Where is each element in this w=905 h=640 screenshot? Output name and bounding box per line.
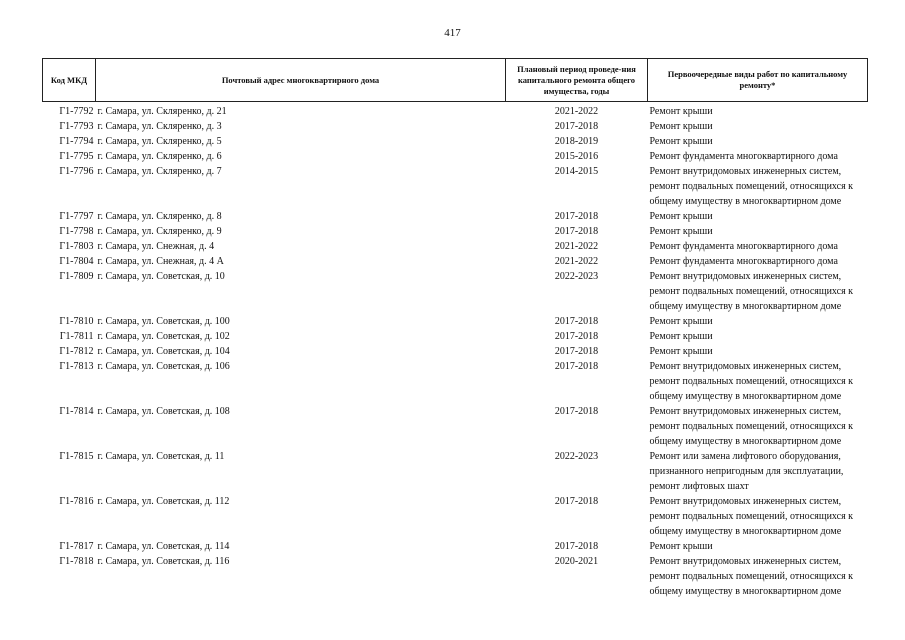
works-line: Ремонт внутридомовых инженерных систем, [649, 496, 842, 507]
cell-address: г. Самара, ул. Советская, д. 112 [97, 496, 230, 507]
cell-period: 2020-2021 [554, 556, 599, 567]
table-row [43, 134, 868, 149]
works-line: Ремонт фундамента многоквартирного дома [649, 241, 838, 252]
table-row [43, 119, 868, 134]
cell-code: Г1-7817 [59, 541, 94, 552]
cell-period: 2022-2023 [554, 271, 599, 282]
works-line: общему имуществу в многоквартирном доме [649, 301, 842, 312]
cell-period: 2017-2018 [554, 331, 599, 342]
cell-works [648, 224, 868, 239]
repair-schedule-table [42, 58, 868, 599]
cell-period: 2018-2019 [554, 136, 599, 147]
cell-works [648, 269, 868, 314]
cell-period: 2017-2018 [554, 496, 599, 507]
cell-address: г. Самара, ул. Советская, д. 104 [97, 346, 230, 357]
cell-address: г. Самара, ул. Советская, д. 11 [97, 451, 225, 462]
works-line: Ремонт или замена лифтового оборудования, [649, 451, 841, 462]
cell-code: Г1-7794 [59, 136, 94, 147]
cell-address: г. Самара, ул. Советская, д. 106 [97, 361, 230, 372]
cell-works [648, 404, 868, 449]
cell-address: г. Самара, ул. Советская, д. 114 [97, 541, 230, 552]
works-line: ремонт подвальных помещений, относящихся к [649, 421, 854, 432]
cell-address: г. Самара, ул. Скляренко, д. 8 [97, 211, 222, 222]
cell-code: Г1-7814 [59, 406, 94, 417]
cell-code: Г1-7804 [59, 256, 94, 267]
cell-period: 2017-2018 [554, 226, 599, 237]
cell-address: г. Самара, ул. Скляренко, д. 5 [97, 136, 222, 147]
cell-address: г. Самара, ул. Советская, д. 102 [97, 331, 230, 342]
works-line: Ремонт внутридомовых инженерных систем, [649, 166, 842, 177]
works-line: Ремонт крыши [649, 211, 713, 222]
cell-code: Г1-7812 [59, 346, 94, 357]
table-row [43, 449, 868, 494]
table-row [43, 539, 868, 554]
table-row [43, 329, 868, 344]
table-row [43, 149, 868, 164]
works-line: общему имуществу в многоквартирном доме [649, 586, 842, 597]
cell-period: 2017-2018 [554, 406, 599, 417]
cell-works [648, 209, 868, 224]
works-line: ремонт подвальных помещений, относящихся к [649, 511, 854, 522]
cell-works [648, 449, 868, 494]
table-row [43, 314, 868, 329]
cell-code: Г1-7792 [59, 106, 94, 117]
cell-code: Г1-7797 [59, 211, 94, 222]
cell-works [648, 539, 868, 554]
cell-address: г. Самара, ул. Скляренко, д. 9 [97, 226, 222, 237]
cell-works [648, 134, 868, 149]
works-line: Ремонт внутридомовых инженерных систем, [649, 556, 842, 567]
cell-period: 2017-2018 [554, 361, 599, 372]
works-line: общему имуществу в многоквартирном доме [649, 196, 842, 207]
works-line: Ремонт фундамента многоквартирного дома [649, 151, 838, 162]
cell-code: Г1-7810 [59, 316, 94, 327]
header-period: Плановый период проведе-ния капитального ремонта общего имущества, годы [506, 59, 648, 102]
cell-code: Г1-7818 [59, 556, 94, 567]
cell-address: г. Самара, ул. Скляренко, д. 6 [97, 151, 222, 162]
cell-period: 2017-2018 [554, 211, 599, 222]
cell-period: 2014-2015 [554, 166, 599, 177]
works-line: Ремонт крыши [649, 331, 713, 342]
table-row [43, 404, 868, 449]
table-row [43, 254, 868, 269]
cell-code: Г1-7796 [59, 166, 94, 177]
cell-works [648, 344, 868, 359]
table-row [43, 209, 868, 224]
cell-period: 2017-2018 [554, 541, 599, 552]
table-row [43, 164, 868, 209]
page-number: 417 [444, 27, 461, 39]
table-row [43, 344, 868, 359]
cell-address: г. Самара, ул. Снежная, д. 4 [97, 241, 215, 252]
cell-period: 2017-2018 [554, 316, 599, 327]
cell-code: Г1-7798 [59, 226, 94, 237]
cell-address: г. Самара, ул. Советская, д. 116 [97, 556, 230, 567]
cell-works [648, 102, 868, 120]
works-line: Ремонт крыши [649, 106, 713, 117]
cell-works [648, 314, 868, 329]
cell-code: Г1-7811 [59, 331, 94, 342]
cell-works [648, 119, 868, 134]
works-line: ремонт лифтовых шахт [649, 481, 749, 492]
works-line: Ремонт крыши [649, 121, 713, 132]
works-line: Ремонт крыши [649, 346, 713, 357]
cell-code: Г1-7795 [59, 151, 94, 162]
cell-address: г. Самара, ул. Скляренко, д. 7 [97, 166, 222, 177]
cell-works [648, 149, 868, 164]
works-line: ремонт подвальных помещений, относящихся к [649, 376, 854, 387]
works-line: ремонт подвальных помещений, относящихся к [649, 181, 854, 192]
cell-code: Г1-7803 [59, 241, 94, 252]
table-row [43, 239, 868, 254]
works-line: Ремонт крыши [649, 226, 713, 237]
works-line: Ремонт крыши [649, 136, 713, 147]
cell-address: г. Самара, ул. Советская, д. 10 [97, 271, 225, 282]
cell-period: 2021-2022 [554, 256, 599, 267]
header-works: Первоочередные виды работ по капитальному ремонту* [648, 59, 868, 102]
cell-works [648, 494, 868, 539]
cell-code: Г1-7813 [59, 361, 94, 372]
table-body [43, 102, 868, 600]
table-row [43, 554, 868, 599]
cell-address: г. Самара, ул. Скляренко, д. 3 [97, 121, 222, 132]
cell-period: 2017-2018 [554, 346, 599, 357]
header-address: Почтовый адрес многоквартирного дома [96, 59, 506, 102]
works-line: Ремонт внутридомовых инженерных систем, [649, 361, 842, 372]
works-line: ремонт подвальных помещений, относящихся к [649, 571, 854, 582]
works-line: Ремонт внутридомовых инженерных систем, [649, 271, 842, 282]
works-line: Ремонт крыши [649, 316, 713, 327]
cell-code: Г1-7815 [59, 451, 94, 462]
works-line: Ремонт внутридомовых инженерных систем, [649, 406, 842, 417]
table-header [43, 59, 868, 102]
cell-works [648, 254, 868, 269]
cell-period: 2015-2016 [554, 151, 599, 162]
header-code: Код МКД [43, 59, 96, 102]
works-line: Ремонт фундамента многоквартирного дома [649, 256, 838, 267]
table-row [43, 102, 868, 120]
cell-works [648, 164, 868, 209]
table-row [43, 224, 868, 239]
cell-address: г. Самара, ул. Скляренко, д. 21 [97, 106, 227, 117]
cell-period: 2017-2018 [554, 121, 599, 132]
cell-period: 2021-2022 [554, 241, 599, 252]
table-row [43, 494, 868, 539]
works-line: Ремонт крыши [649, 541, 713, 552]
cell-address: г. Самара, ул. Советская, д. 100 [97, 316, 230, 327]
works-line: общему имуществу в многоквартирном доме [649, 391, 842, 402]
cell-code: Г1-7809 [59, 271, 94, 282]
cell-address: г. Самара, ул. Снежная, д. 4 А [97, 256, 224, 267]
cell-code: Г1-7793 [59, 121, 94, 132]
cell-period: 2022-2023 [554, 451, 599, 462]
works-line: общему имуществу в многоквартирном доме [649, 436, 842, 447]
works-line: признанного непригодным для эксплуатации, [649, 466, 844, 477]
cell-address: г. Самара, ул. Советская, д. 108 [97, 406, 230, 417]
cell-works [648, 239, 868, 254]
cell-period: 2021-2022 [554, 106, 599, 117]
cell-code: Г1-7816 [59, 496, 94, 507]
cell-works [648, 554, 868, 599]
table-row [43, 269, 868, 314]
works-line: общему имуществу в многоквартирном доме [649, 526, 842, 537]
table-row [43, 359, 868, 404]
cell-works [648, 329, 868, 344]
cell-works [648, 359, 868, 404]
works-line: ремонт подвальных помещений, относящихся к [649, 286, 854, 297]
